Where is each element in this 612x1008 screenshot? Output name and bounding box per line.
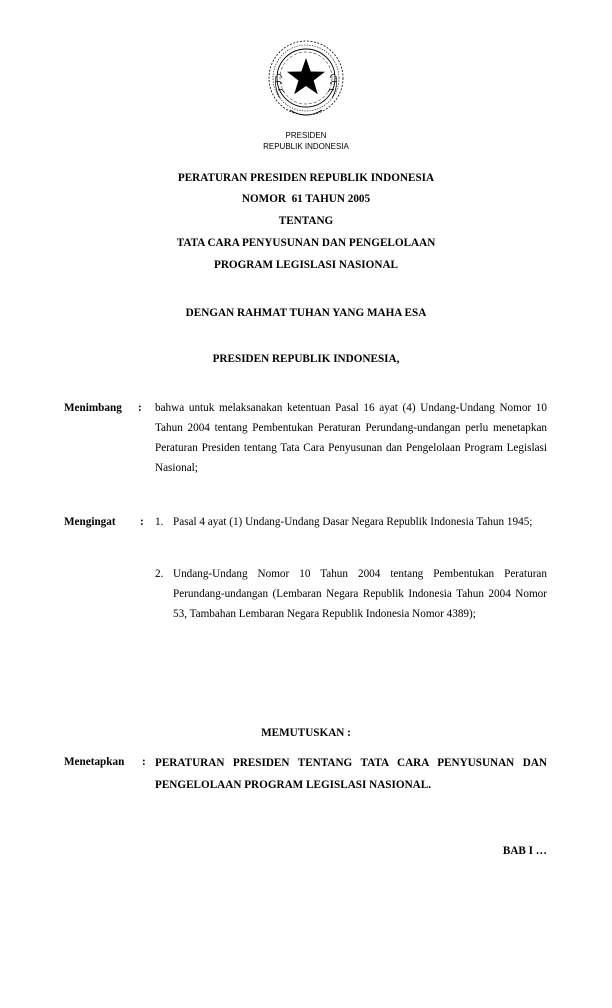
menetapkan-text: PERATURAN PRESIDEN TENTANG TATA CARA PENYUSUNAN DAN PENGELOLAAN PROGRAM LEGISLASI NASIONAL. <box>155 757 547 791</box>
title-subject-line2: PROGRAM LEGISLASI NASIONAL <box>213 259 398 271</box>
garuda-seal-emblem <box>266 40 346 122</box>
title-subject-line1: TATA CARA PENYUSUNAN DAN PENGELOLAAN <box>176 237 436 249</box>
menetapkan-label: Menetapkan <box>64 756 125 768</box>
menimbang-label: Menimbang <box>64 402 122 414</box>
menimbang-colon: : <box>138 402 142 414</box>
seal-caption-republik: REPUBLIK INDONESIA <box>263 142 349 151</box>
mengingat-item-text: Pasal 4 ayat (1) Undang-Undang Dasar Negara Republik Indonesia Tahun 1945; <box>173 516 533 528</box>
mengingat-label: Mengingat <box>64 516 116 528</box>
title-tentang: TENTANG <box>278 215 334 227</box>
title-number: NOMOR 61 TAHUN 2005 <box>241 193 371 205</box>
mengingat-item-number: 2. <box>155 568 164 580</box>
continuation-marker: BAB I … <box>502 845 547 857</box>
preamble-presiden: PRESIDEN REPUBLIK INDONESIA, <box>212 353 400 365</box>
mengingat-colon: : <box>140 516 144 528</box>
title-regulation: PERATURAN PRESIDEN REPUBLIK INDONESIA <box>177 172 435 184</box>
seal-caption-presiden: PRESIDEN <box>285 131 327 140</box>
memutuskan-heading: MEMUTUSKAN : <box>261 727 351 739</box>
preamble-rahmat: DENGAN RAHMAT TUHAN YANG MAHA ESA <box>185 307 427 319</box>
mengingat-item-number: 1. <box>155 516 164 528</box>
menimbang-text: bahwa untuk melaksanakan ketentuan Pasal 16 ayat (4) Undang-Undang Nomor 10 Tahun 2004 tentang Pembentukan Peraturan Perundang-undangan perlu menetapkan Peraturan Presiden tentang Tata Cara Penyusunan dan Pengelolaan Program Legislasi Nasional; <box>155 402 547 474</box>
mengingat-item-text: Undang-Undang Nomor 10 Tahun 2004 tentang Pembentukan Peraturan Perundang-undangan (Lembaran Negara Republik Indonesia Tahun 2004 Nomor 53, Tambahan Lembaran Negara Republik Indonesia Nomor 4389); <box>173 568 547 620</box>
menetapkan-colon: : <box>142 756 146 768</box>
